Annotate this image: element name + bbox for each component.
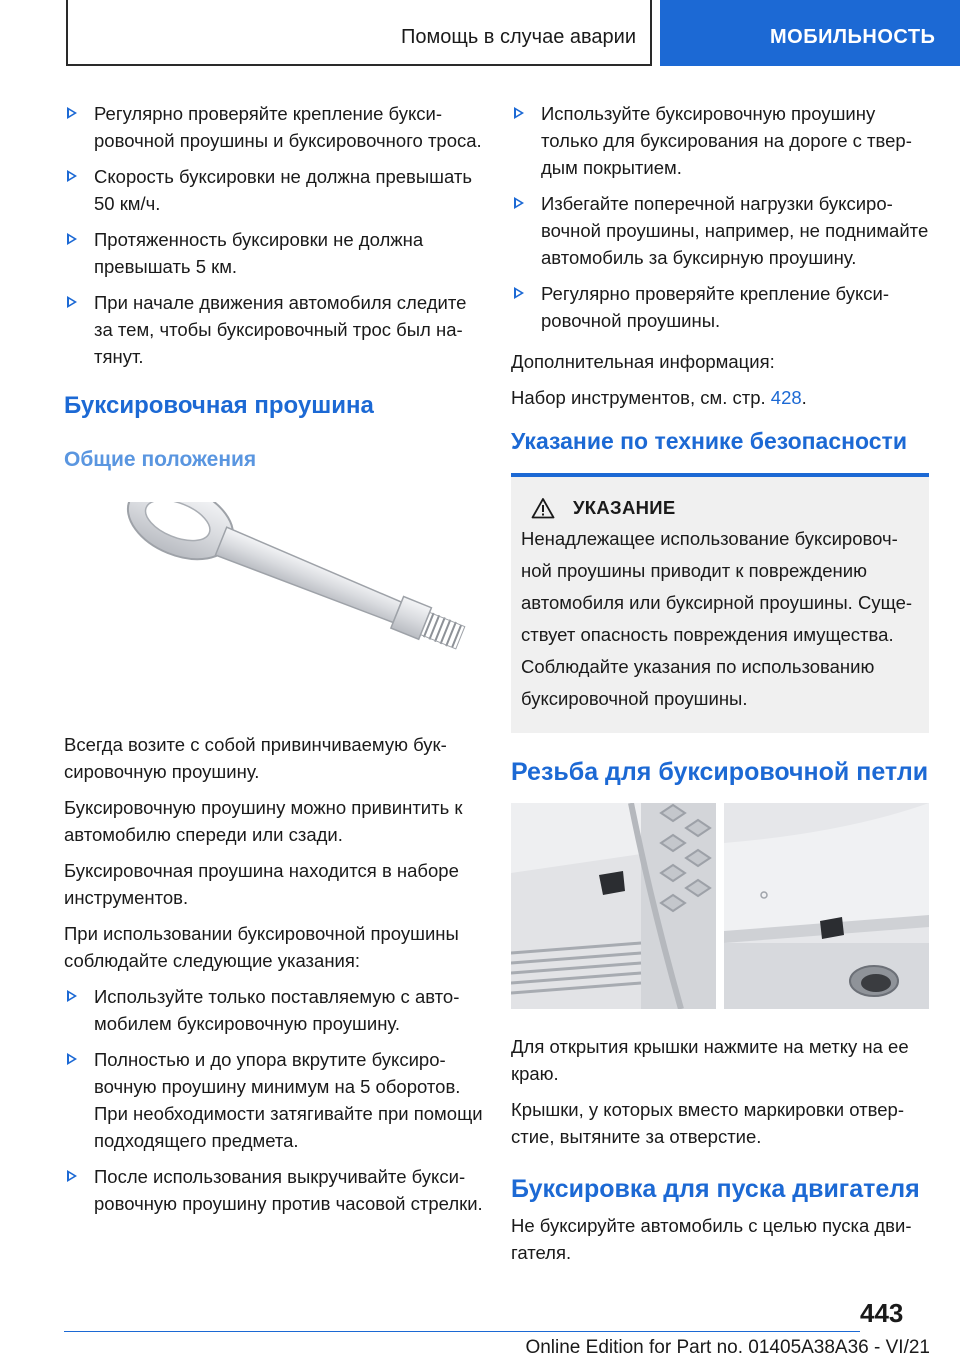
warning-text: Ненадлежащее использование буксировочной проушины приводит к повреждению автомобиля или буксирной проушины. Существует опасность повреждения имущества. Соблюдайте указания по использованию буксировочной проушины. xyxy=(521,528,913,709)
heading-general: Общие положения xyxy=(64,448,257,471)
heading-tow-eye: Буксировочная проушина xyxy=(64,392,374,419)
header-chapter-tab[interactable] xyxy=(660,0,960,66)
warning-title xyxy=(521,497,919,519)
warning-box xyxy=(511,473,929,733)
toolkit-reference: Набор инструментов, см. стр. 428. xyxy=(511,387,807,408)
bullet-arrow-icon xyxy=(514,197,524,209)
right-column xyxy=(511,100,929,1275)
tow-start-text: Не буксируйте автомобиль с целью пуска двигателя. xyxy=(511,1215,912,1263)
bullet-arrow-icon xyxy=(67,233,77,245)
list-item: При начале движения автомобиля следите за тем, чтобы буксировочный трос был натянут. xyxy=(64,289,484,370)
list-item: Используйте буксировочную проушину только для буксирования на дороге с твердым покрытием. xyxy=(511,100,929,181)
tow-eye-illustration xyxy=(64,502,484,692)
paragraph: Буксировочную проушину можно привинтить к автомобилю спереди или сзади. xyxy=(64,797,463,845)
tow-eye-rules-bullet-list xyxy=(511,100,929,334)
bullet-arrow-icon xyxy=(67,1053,77,1065)
front-bumper-photo xyxy=(511,803,716,1009)
list-item: Протяженность буксировки не должна превышать 5 км. xyxy=(64,226,484,280)
paragraph: Буксировочная проушина находится в наборе инструментов. xyxy=(64,860,459,908)
bullet-arrow-icon xyxy=(67,107,77,119)
footer-rule xyxy=(64,1331,860,1332)
paragraph: Крышки, у которых вместо маркировки отверстие, вытяните за отверстие. xyxy=(511,1099,905,1147)
warning-triangle-icon xyxy=(531,497,555,519)
bullet-arrow-icon xyxy=(67,170,77,182)
header-section-title: Помощь в случае аварии xyxy=(401,26,636,48)
bumper-photos xyxy=(511,803,929,1009)
list-item: После использования выкручивайте буксировочную проушину против часовой стрелки. xyxy=(64,1163,484,1217)
bullet-arrow-icon xyxy=(67,296,77,308)
list-item: Регулярно проверяйте крепление буксировочной проушины и буксировочного троса. xyxy=(64,100,484,154)
page-number: 443 xyxy=(860,1298,904,1328)
tow-eye-usage-bullet-list xyxy=(64,983,484,1217)
warning-title-text: УКАЗАНИЕ xyxy=(573,497,676,518)
rear-bumper-photo xyxy=(724,803,929,1009)
list-item: Избегайте поперечной нагрузки буксировочной проушины, например, не поднимайте автомобиль за буксирную проушину. xyxy=(511,190,929,271)
list-item: Полностью и до упора вкрутите буксировочную проушину минимум на 5 оборотов. При необходимости затягивайте при помощи подходящего предмета. xyxy=(64,1046,484,1154)
list-item: Скорость буксировки не должна превышать 50 км/ч. xyxy=(64,163,484,217)
bullet-arrow-icon xyxy=(67,1170,77,1182)
bullet-arrow-icon xyxy=(514,107,524,119)
footer-edition: Online Edition for Part no. 01405A38A36 - VI/21 xyxy=(525,1337,930,1358)
tow-rope-bullet-list xyxy=(64,100,484,370)
header-bottom-rule xyxy=(66,64,652,66)
heading-thread: Резьба для буксировочной петли xyxy=(511,758,929,786)
more-info-label: Дополнительная информация: xyxy=(511,351,775,372)
bullet-arrow-icon xyxy=(514,287,524,299)
page-link-428[interactable]: 428 xyxy=(770,387,802,408)
header-middle-rule xyxy=(650,0,652,66)
paragraph: При использовании буксировочной проушины соблюдайте следующие указания: xyxy=(64,923,459,971)
chapter-label: МОБИЛЬНОСТЬ xyxy=(770,26,936,48)
paragraph: Всегда возите с собой привинчиваемую буксировочную проушину. xyxy=(64,734,447,782)
left-column xyxy=(64,100,484,1226)
heading-safety: Указание по технике безопасности xyxy=(511,428,907,454)
heading-tow-start: Буксировка для пуска двигателя xyxy=(511,1175,920,1203)
bullet-arrow-icon xyxy=(67,990,77,1002)
list-item: Используйте только поставляемую с автомобилем буксировочную проушину. xyxy=(64,983,484,1037)
list-item: Регулярно проверяйте крепление буксировочной проушины. xyxy=(511,280,929,334)
paragraph: Для открытия крышки нажмите на метку на ее краю. xyxy=(511,1036,909,1084)
